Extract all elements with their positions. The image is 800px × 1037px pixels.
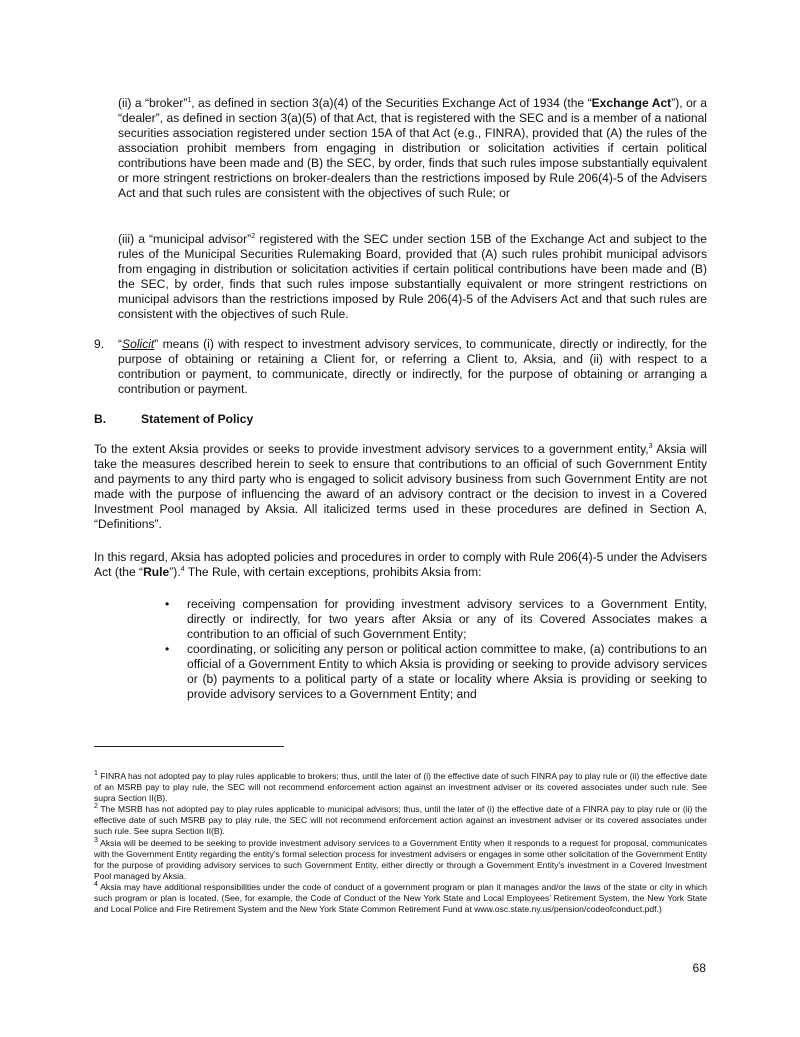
section-letter: B.	[94, 412, 107, 426]
text: To the extent Aksia provides or seeks to provide investment advisory services to a government entity,	[94, 442, 649, 456]
paragraph-policy	[94, 442, 707, 532]
text: FINRA has not adopted pay to play rules applicable to brokers; thus, until the later of (i) the effective date of such FINRA pay to play rule or (ii) the effective date of an MSRB pay to play rule, the SEC will not recommend enforcement action against an investment adviser or its covered associates under such rule. See supra Section II(B).	[94, 771, 707, 804]
footnote-number: 1	[94, 770, 98, 778]
footnotes	[94, 771, 707, 915]
text: ”).	[169, 565, 181, 579]
text: Aksia may have additional responsibilities under the code of conduct of a government program or plan it manages and/or the laws of the state or city in which such program or plan is located. (See, for example, the Code of Conduct of the New York State and Local Employees’ Retirement System, the New York State and Local Police and Fire Retirement System and the New York State Common Retirement Fund at www.osc.state.ny.us/pension/codeofconduct.pdf.)	[94, 881, 707, 915]
text: , as defined in section 3(a)(4) of the Securities Exchange Act of 1934 (the “	[191, 96, 592, 110]
text: Aksia will be deemed to be seeking to provide investment advisory services to a Government Entity when it responds to a request for proposal, communicates with the Government Entity regarding the entity’s formal selection process for investment advisers or engages in some other solicitation of the Government Entity for the purpose of providing advisory services to such Government Entity, either directly or through a Government Entity’s investment in a Covered Investment Pool managed by Aksia.	[94, 837, 707, 881]
text: “	[118, 337, 123, 351]
list-item	[165, 642, 707, 702]
footnote-ref-3[interactable]: 3	[648, 442, 653, 450]
footnote-ref-4[interactable]: 4	[180, 565, 185, 573]
text: ” means (i) with respect to investment advisory services, to communicate, directly or indirectly, for the purpose of obtaining or retaining a Client for, or referring a Client to, Aksia, and (ii) with respect to a contribution or payment, to communicate, directly or indirectly, for the purpose of obtaining or arranging a contribution or payment.	[118, 337, 707, 396]
footnote-ref-2[interactable]: 2	[251, 232, 256, 240]
prohibitions-list	[165, 597, 707, 702]
footnote-1	[94, 771, 707, 804]
footnote-number: 4	[94, 881, 98, 889]
text: In this regard, Aksia has adopted policies and procedures in order to comply with Rule 206(4)-5 under the Advisers Act (the “	[94, 550, 707, 579]
defined-term: Solicit	[122, 337, 155, 351]
footnote-3	[94, 838, 707, 882]
item-number: 9.	[94, 337, 105, 351]
paragraph-broker-dealer	[118, 96, 707, 201]
text: ”), or a “dealer”, as defined in section 3(a)(5) of that Act, that is registered with the SEC and is a member of a national securities association registered under section 15A of that Act (e.g., FINRA), provided that (A) the rules of the association prohibit members from engaging in distribution or solicitation activities if certain political contributions have been made and (B) the SEC, by order, finds that such rules impose substantially equivalent or more stringent restrictions on broker-dealers than the restrictions imposed by Rule 206(4)-5 of the Advisers Act and that such rules are consistent with the objectives of such Rule; or	[118, 96, 707, 200]
paragraph-solicit-definition	[118, 337, 707, 397]
section-heading: Statement of Policy	[141, 412, 254, 426]
defined-term: Exchange Act	[591, 96, 672, 110]
text: registered with the SEC under section 15B of the Exchange Act and subject to the rules of the Municipal Securities Rulemaking Board, provided that (A) such rules prohibit municipal advisors from engaging in distribution or solicitation activities if certain political contributions have been made and (B) the SEC, by order, finds that such rules impose substantially equivalent or more stringent restrictions on municipal advisors than the restrictions imposed by Rule 206(4)-5 of the Advisers Act and that such rules are consistent with the objectives of such Rule.	[118, 232, 707, 321]
list-item	[165, 597, 707, 642]
paragraph-rule	[94, 550, 707, 580]
text: (ii) a “broker”	[118, 96, 188, 110]
footnote-ref-1[interactable]: 1	[187, 96, 192, 104]
bullet-icon: •	[165, 597, 170, 611]
page-number: 68	[692, 961, 706, 975]
text: The Rule, with certain exceptions, prohibits Aksia from:	[184, 565, 482, 579]
text: (iii) a “municipal advisor”	[118, 232, 252, 246]
footnote-4	[94, 882, 707, 915]
footnote-separator	[94, 746, 284, 747]
paragraph-municipal-advisor	[118, 232, 707, 322]
footnote-2	[94, 804, 707, 837]
text: Aksia will take the measures described herein to seek to ensure that contributions to an official of such Government Entity and payments to any third party who is engaged to solicit advisory business from such Government Entity are not made with the purpose of influencing the award of an advisory contract or the decision to invest in a Covered Investment Pool managed by Aksia. All italicized terms used in these procedures are defined in Section A, “Definitions”.	[94, 442, 707, 531]
text: receiving compensation for providing investment advisory services to a Government Entity, directly or indirectly, for two years after Aksia or any of its Covered Associates makes a contribution to an official of such Government Entity;	[187, 597, 707, 641]
text: The MSRB has not adopted pay to play rules applicable to municipal advisors; thus, until the later of (i) the effective date of a FINRA pay to play rule or (ii) the effective date of such MSRB pay to play rule, the SEC will not recommend enforcement action against an investment adviser or its covered associates under such rule. See supra Section II(B).	[94, 804, 707, 837]
bullet-icon: •	[165, 642, 170, 656]
footnote-number: 3	[94, 836, 98, 844]
footnote-number: 2	[94, 803, 98, 811]
text: coordinating, or soliciting any person or political action committee to make, (a) contributions to an official of a Government Entity to which Aksia is providing or seeking to provide advisory services or (b) payments to a political party of a state or locality where Aksia is providing or seeking to provide advisory services to a Government Entity; and	[187, 642, 707, 701]
defined-term: Rule	[143, 565, 170, 579]
